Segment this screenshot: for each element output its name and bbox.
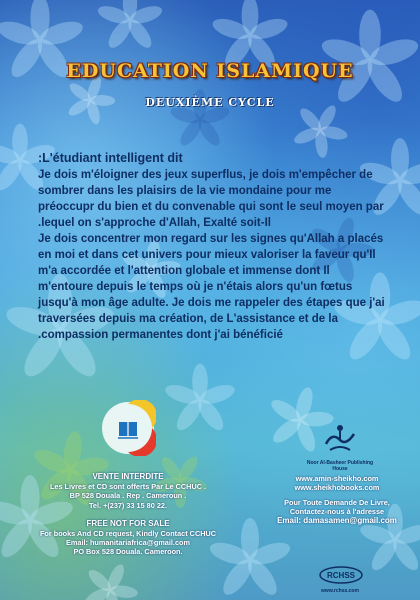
contact-email[interactable]: Email: damasamen@gmail.com <box>277 516 397 526</box>
request-line-1: Pour Toute Demande De Livre, <box>284 497 390 507</box>
publisher-name: Noor Al-Basheer Publishing House <box>306 460 374 472</box>
left-line-5: Email: humanitariafrica@gmail.com <box>66 538 190 548</box>
cchuc-logo-icon <box>100 400 156 456</box>
sale-label: VENTE INTERDITE <box>92 472 164 481</box>
left-line-3: Tel. +(237) 33 15 80 22. <box>89 500 167 510</box>
right-contact-block <box>262 474 412 525</box>
body-text-block <box>38 150 386 343</box>
left-line-6: PO Box 528 Douala. Cameroon. <box>73 547 183 557</box>
svg-text:RCHSS: RCHSS <box>326 571 356 580</box>
site-link-1[interactable]: www.amin-sheikho.com <box>295 474 379 483</box>
body-paragraph-2: Je dois concentrer mon regard sur les signes qu'Allah a placés en moi et dans cet univers pour mieux valoriser la faveur qu'Il m'a accordée et l'attention globale et immense dont Il m'entoure depuis le temps où je n'étais alors qu'un fœtus jusqu'à mon âge adulte. Je dois me rappeler des étapes que j'ai traversées depuis ma création, de L'assistance et de la .compassion permanentes dont j'ai bénéficié <box>38 233 385 341</box>
body-heading: :L'étudiant intelligent dit <box>38 151 183 165</box>
site-link-2[interactable]: www.sheikhobooks.com <box>294 483 380 493</box>
request-line-2: Contactez-nous à l'adresse <box>289 506 385 516</box>
left-line-2: BP 528 Douala . Rep . Cameroun . <box>69 491 187 501</box>
body-paragraph-1: Je dois m'éloigner des jeux superflus, je dois m'empêcher de sombrer dans les plaisirs de la vie mondaine pour me préoccupr du bien et du convenable qui sont le seul moyen par .lequel on s'approche d'Allah, Exalté soit-Il <box>38 169 384 229</box>
publisher-calligraphy-logo-icon <box>320 418 360 458</box>
left-line-1: Les Livres et CD sont offerts Par Le CCHUC . <box>49 482 207 492</box>
left-line-4: For books And CD request, Kindly Contact CCHUC <box>39 529 217 539</box>
page-title: EDUCATION ISLAMIQUE <box>66 60 354 82</box>
rchs-url[interactable]: www.rchss.com <box>321 588 359 594</box>
left-contact-block <box>18 472 238 557</box>
free-label: FREE NOT FOR SALE <box>86 518 170 528</box>
rchs-logo-icon <box>318 565 364 585</box>
page-subtitle: DEUXIÈME CYCLE <box>145 96 275 109</box>
